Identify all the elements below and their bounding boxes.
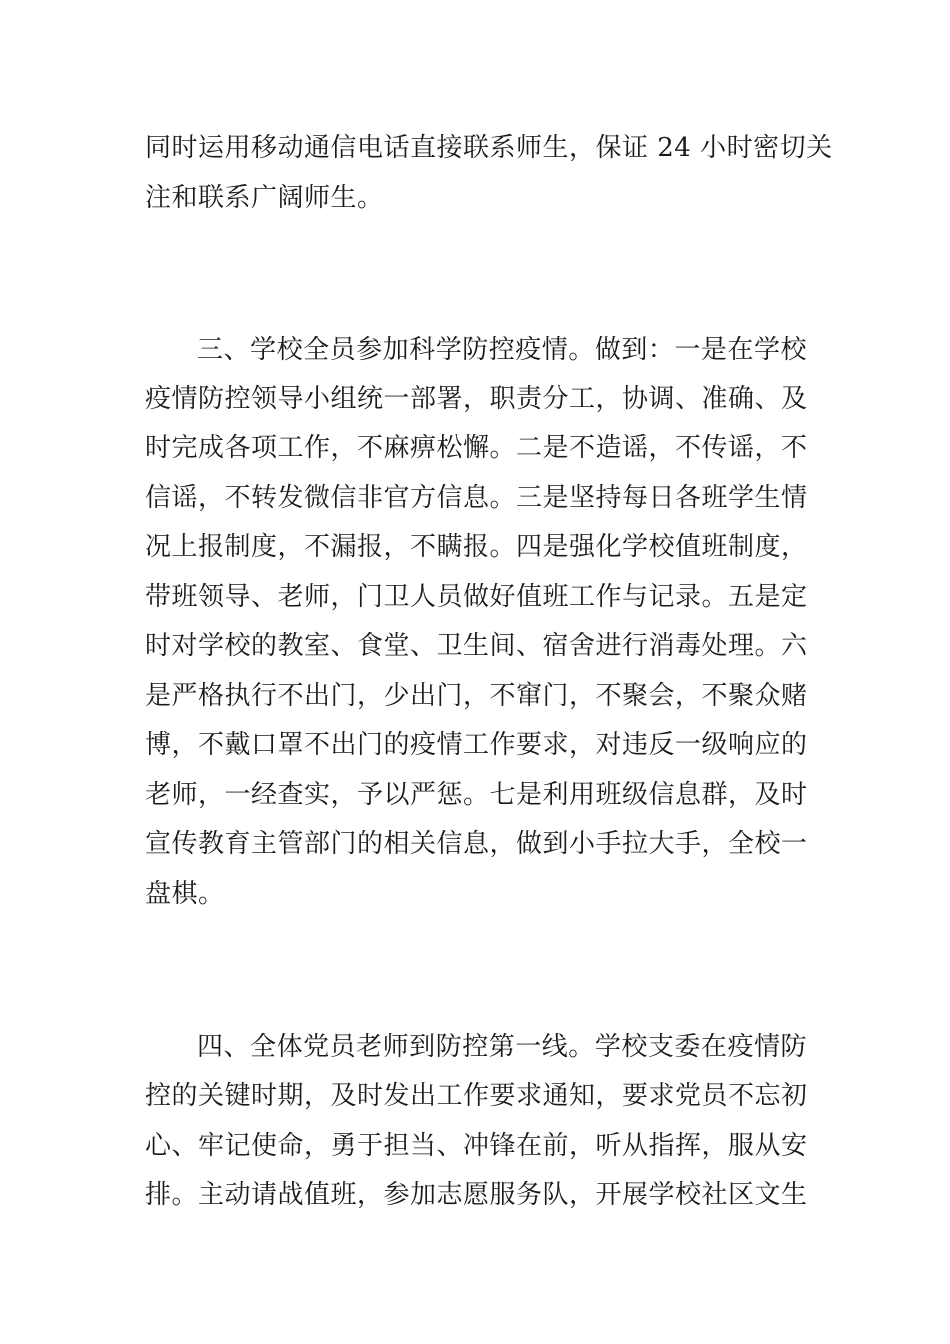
text-line: 博，不戴口罩不出门的疫情工作要求，对违反一级响应的 xyxy=(145,730,808,760)
text-line: 三、学校全员参加科学防控疫情。做到：一是在学校 xyxy=(197,335,807,365)
text-line: 时对学校的教室、食堂、卫生间、宿舍进行消毒处理。六 xyxy=(145,631,808,661)
text-line: 疫情防控领导小组统一部署，职责分工，协调、准确、及 xyxy=(145,384,808,414)
text-line: 况上报制度，不漏报，不瞒报。四是强化学校值班制度， xyxy=(145,532,808,562)
text-line: 时完成各项工作，不麻痹松懈。二是不造谣，不传谣，不 xyxy=(145,433,808,463)
text-line: 是严格执行不出门，少出门，不窜门，不聚会，不聚众赌 xyxy=(145,681,808,711)
text-line: 信谣，不转发微信非官方信息。三是坚持每日各班学生情 xyxy=(145,483,808,513)
text-line: 心、牢记使命，勇于担当、冲锋在前，听从指挥，服从安 xyxy=(145,1131,808,1161)
text-line: 排。主动请战值班，参加志愿服务队，开展学校社区文生 xyxy=(145,1180,808,1210)
text-line: 带班领导、老师，门卫人员做好值班工作与记录。五是定 xyxy=(145,582,808,612)
text-line: 控的关键时期，及时发出工作要求通知，要求党员不忘初 xyxy=(145,1081,808,1111)
text-line: 四、全体党员老师到防控第一线。学校支委在疫情防 xyxy=(197,1032,807,1062)
text-line: 同时运用移动通信电话直接联系师生，保证 24 小时密切关 xyxy=(145,133,833,163)
text-line: 宣传教育主管部门的相关信息，做到小手拉大手，全校一 xyxy=(145,829,808,859)
text-line: 老师，一经查实，予以严惩。七是利用班级信息群，及时 xyxy=(145,780,808,810)
text-line: 盘棋。 xyxy=(145,879,225,909)
text-line: 注和联系广阔师生。 xyxy=(145,183,384,213)
